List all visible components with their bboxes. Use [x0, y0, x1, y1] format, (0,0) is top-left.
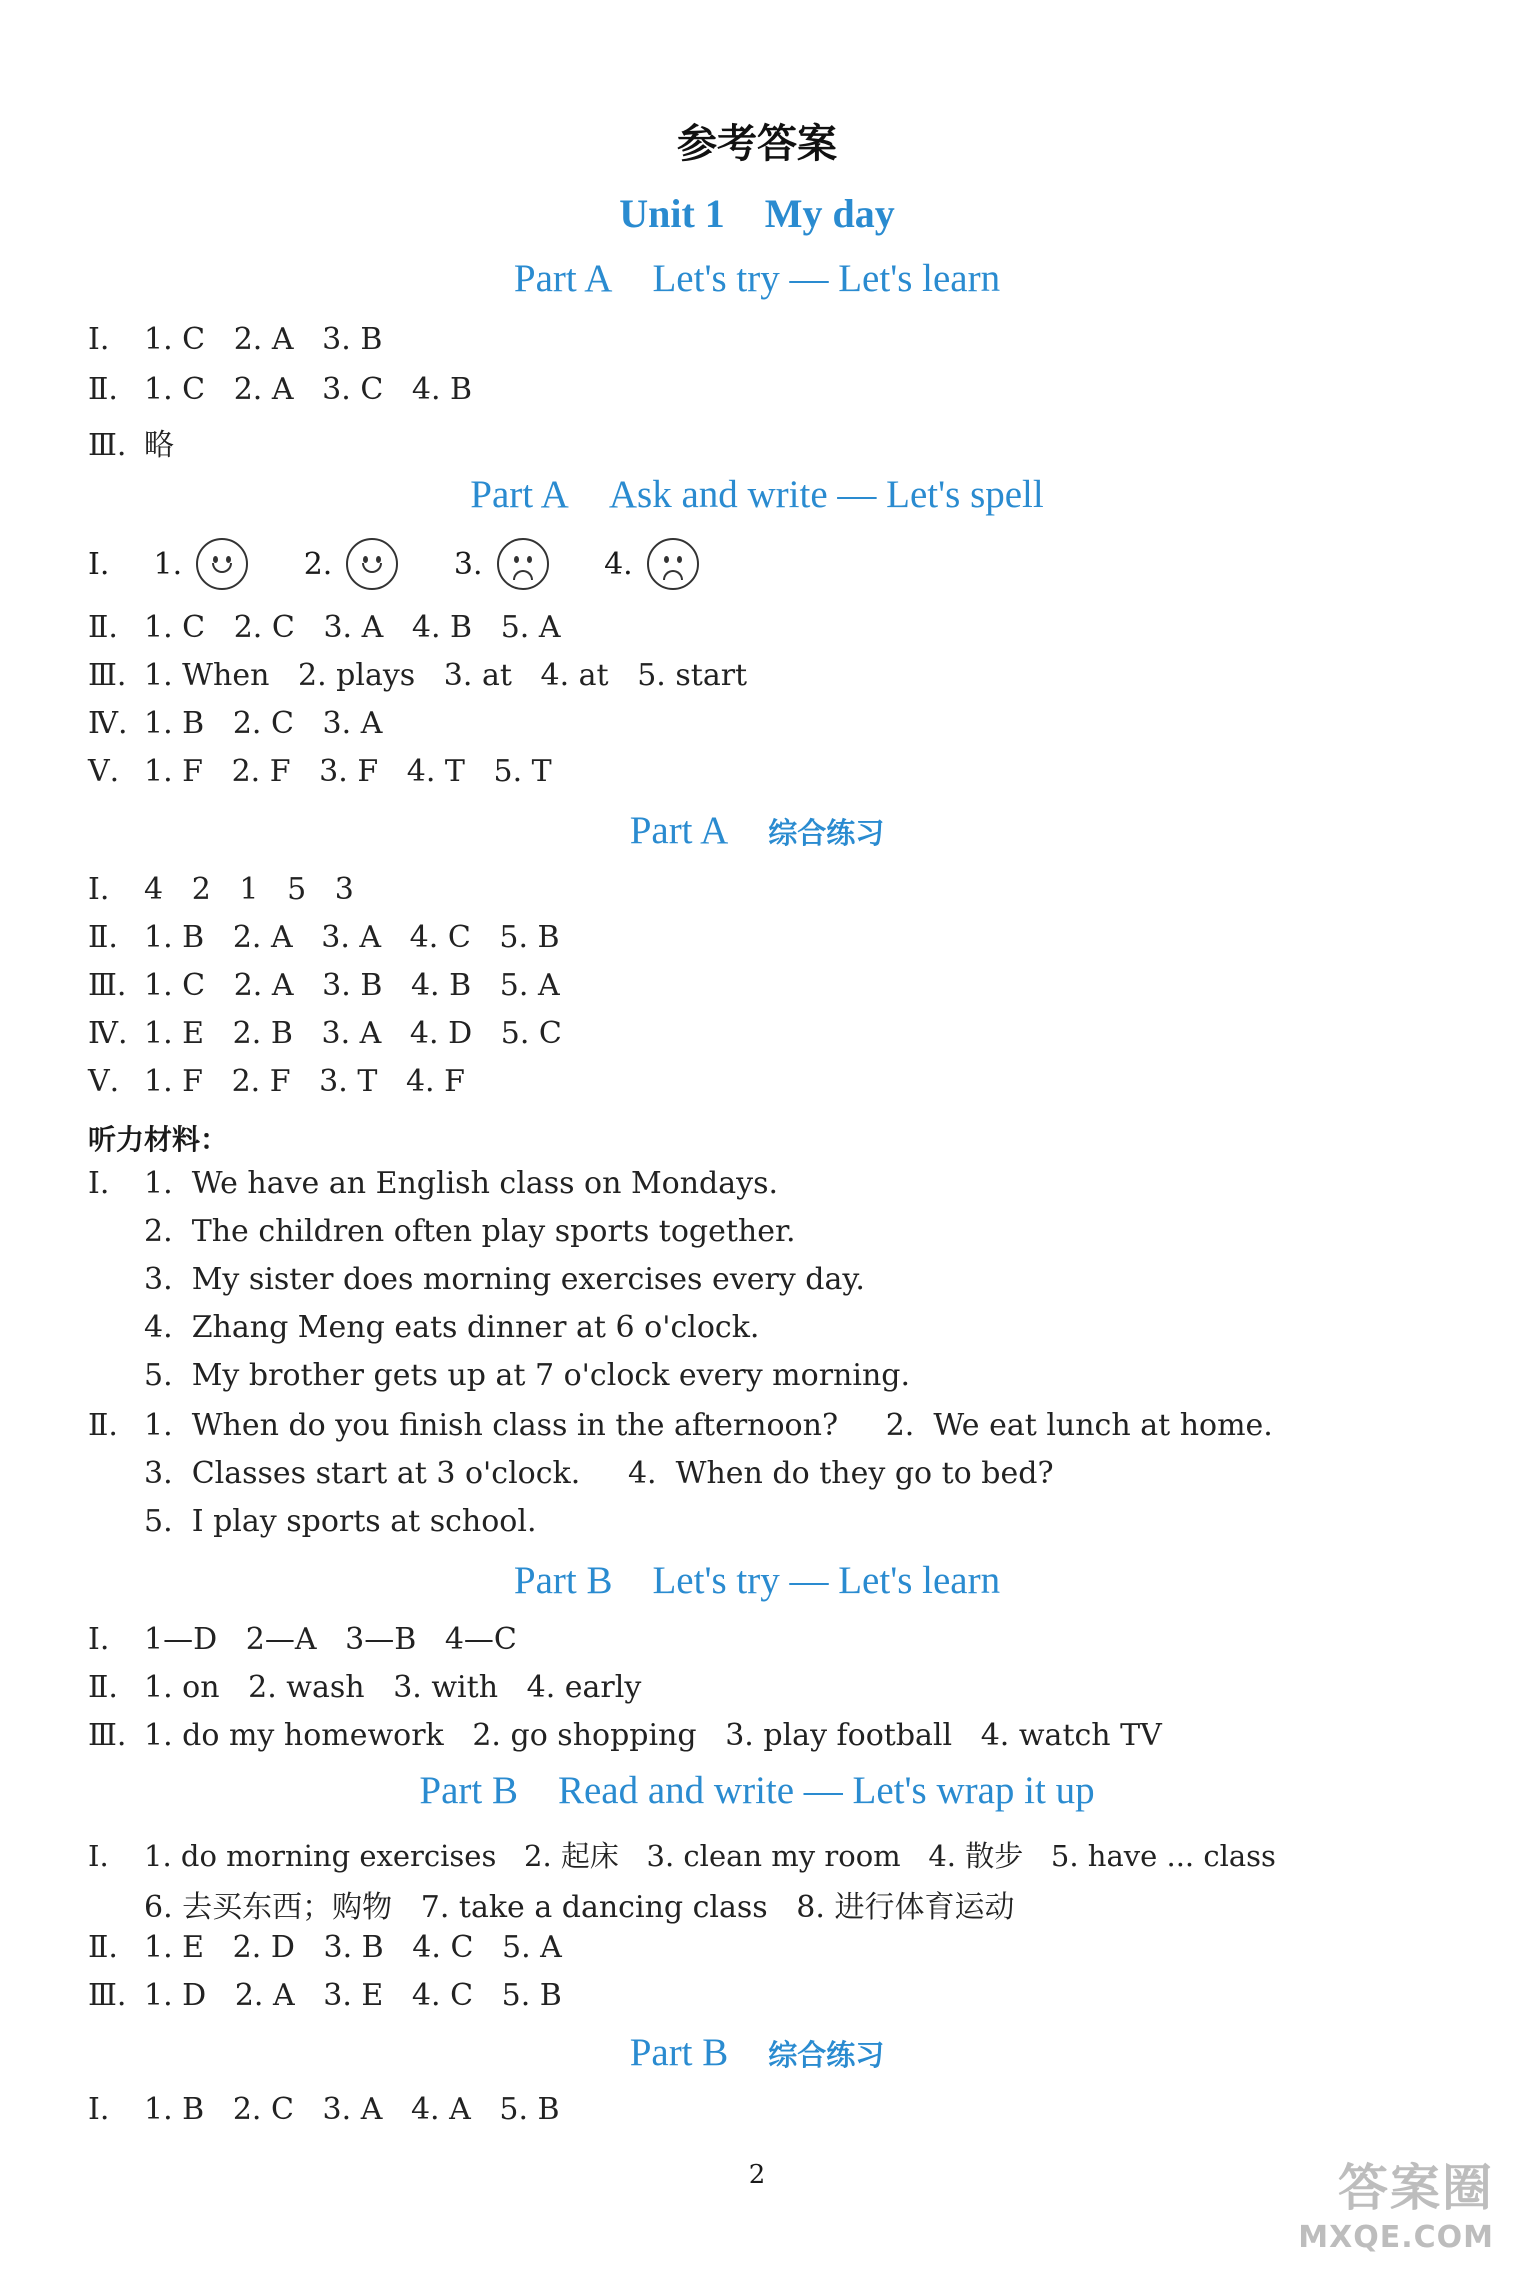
- happy-face-icon: [196, 538, 248, 590]
- face-label: 2.: [303, 546, 333, 582]
- question-number: Ⅰ.: [88, 1622, 110, 1657]
- question-number: Ⅴ.: [88, 1064, 120, 1099]
- question-number: Ⅰ.: [88, 872, 110, 907]
- answer-text: 1. do morning exercises 2. 起床 3. clean my room 4. 散步 5. have ... class: [144, 1839, 1276, 1873]
- answer-text: 1. C 2. A 3. B 4. B 5. A: [144, 968, 560, 1003]
- section-part: Part A: [470, 473, 569, 516]
- answer-line: [88, 1930, 562, 1965]
- page-number: 2: [748, 2160, 766, 2190]
- answer-line: [88, 658, 747, 693]
- answer-text: 4 2 1 5 3: [144, 872, 354, 907]
- answer-line: [88, 322, 382, 357]
- listening-heading: 听力材料：: [88, 1123, 229, 1156]
- question-number: Ⅱ.: [88, 610, 118, 645]
- unit-label: Unit 1: [619, 191, 725, 236]
- answer-line: [88, 420, 174, 464]
- section-name: 综合练习: [768, 2038, 885, 2072]
- face-label: 4.: [604, 546, 633, 582]
- answer-text: 1. C 2. A 3. B: [144, 322, 383, 357]
- listening-line: [88, 1166, 778, 1201]
- section-name: Read and write — Let's wrap it up: [557, 1769, 1095, 1812]
- listening-text: 3. My sister does morning exercises every day.: [144, 1262, 865, 1297]
- question-number: Ⅲ.: [88, 658, 127, 693]
- question-number: Ⅱ.: [88, 1408, 118, 1443]
- unit-title: [0, 190, 1514, 237]
- listening-line: [88, 1262, 865, 1297]
- question-number: Ⅰ.: [88, 1166, 110, 1201]
- section-heading-part-a-ask-spell: [0, 472, 1514, 517]
- answer-text: 1. do my homework 2. go shopping 3. play football 4. watch TV: [144, 1718, 1162, 1753]
- section-heading-part-b-practice: [0, 2030, 1514, 2075]
- question-number: Ⅰ.: [88, 1839, 109, 1873]
- section-name: Let's try — Let's learn: [652, 1559, 1001, 1602]
- answer-line: [88, 1622, 517, 1657]
- section-part: Part B: [629, 2031, 729, 2074]
- listening-line: [88, 1456, 1054, 1491]
- question-number: Ⅲ.: [88, 428, 127, 463]
- listening-line: [88, 1214, 796, 1249]
- listening-text: 1. When do you finish class in the afternoon? 2. We eat lunch at home.: [144, 1408, 1273, 1443]
- section-name: Ask and write — Let's spell: [608, 473, 1044, 516]
- question-number: Ⅰ.: [88, 2092, 110, 2127]
- section-name: Let's try — Let's learn: [652, 257, 1001, 300]
- answer-text: 6. 去买东西；购物 7. take a dancing class 8. 进行体育运动: [144, 1890, 1015, 1925]
- answer-line: [88, 2092, 560, 2127]
- face-answer-item: [454, 538, 549, 590]
- question-number: Ⅲ.: [88, 1978, 127, 2013]
- answer-text: 1. E 2. B 3. A 4. D 5. C: [144, 1016, 562, 1051]
- answer-line: [88, 1882, 1014, 1926]
- listening-text: 1. We have an English class on Mondays.: [144, 1166, 779, 1201]
- watermark-logo: [1298, 2148, 1494, 2255]
- answer-line: [88, 1978, 562, 2013]
- listening-text: 5. My brother gets up at 7 o'clock every morning.: [144, 1358, 911, 1393]
- answer-line: [88, 872, 354, 907]
- question-number: Ⅴ.: [88, 754, 120, 789]
- answer-line: [88, 1718, 1162, 1753]
- question-number: Ⅱ.: [88, 372, 118, 407]
- listening-line: [88, 1310, 759, 1345]
- question-number: Ⅱ.: [88, 920, 118, 955]
- answer-text: 1—D 2—A 3—B 4—C: [144, 1622, 517, 1657]
- listening-text: 3. Classes start at 3 o'clock. 4. When do they go to bed?: [144, 1456, 1054, 1491]
- listening-line: [88, 1504, 537, 1539]
- answer-text: 1. F 2. F 3. T 4. F: [144, 1064, 465, 1099]
- sad-face-icon: [497, 538, 549, 590]
- question-number: Ⅱ.: [88, 1670, 118, 1705]
- question-number: Ⅳ.: [88, 706, 128, 741]
- answer-line: [88, 610, 561, 645]
- face-answer-item: [604, 538, 699, 590]
- question-number: Ⅲ.: [88, 968, 127, 1003]
- answer-text: 1. on 2. wash 3. with 4. early: [144, 1670, 642, 1705]
- section-heading-part-b-read-wrap: [0, 1768, 1514, 1813]
- face-answers: [88, 538, 745, 598]
- answer-line: [88, 968, 560, 1003]
- answer-text: 1. B 2. C 3. A 4. A 5. B: [144, 2092, 560, 2127]
- section-heading-part-b-try-learn: [0, 1558, 1514, 1603]
- question-number: Ⅱ.: [88, 1930, 118, 1965]
- answer-line: [88, 1670, 641, 1705]
- listening-text: 5. I play sports at school.: [144, 1504, 537, 1539]
- section-heading-part-a-practice: [0, 808, 1514, 853]
- unit-name: My day: [764, 191, 895, 236]
- listening-line: [88, 1408, 1273, 1443]
- question-number: Ⅲ.: [88, 1718, 127, 1753]
- listening-line: [88, 1358, 910, 1393]
- answer-text: 1. D 2. A 3. E 4. C 5. B: [144, 1978, 562, 2013]
- question-number: Ⅰ.: [88, 322, 110, 357]
- section-name: 综合练习: [768, 816, 885, 850]
- answer-text: 1. B 2. C 3. A: [144, 706, 383, 741]
- face-label: 3.: [453, 546, 483, 582]
- answer-line: [88, 1834, 1276, 1875]
- happy-face-icon: [346, 538, 398, 590]
- page-title: 参考答案: [677, 121, 837, 167]
- answer-line: [88, 372, 472, 407]
- section-part: Part B: [513, 1559, 613, 1602]
- section-part: Part A: [629, 809, 729, 852]
- answer-text: 1. E 2. D 3. B 4. C 5. A: [144, 1930, 562, 1965]
- section-part: Part B: [419, 1769, 518, 1812]
- question-number: Ⅳ.: [88, 1016, 128, 1051]
- watermark-url: MXQE.COM: [1298, 2220, 1494, 2255]
- face-answer-item: [304, 538, 399, 590]
- answer-text: 略: [144, 428, 174, 463]
- listening-text: 2. The children often play sports together.: [144, 1214, 796, 1249]
- answer-text: 1. B 2. A 3. A 4. C 5. B: [144, 920, 560, 955]
- face-label: 1.: [153, 546, 183, 582]
- answer-line: [88, 706, 382, 741]
- answer-line: [88, 754, 552, 789]
- question-number: Ⅰ.: [88, 546, 110, 582]
- section-heading-part-a-try-learn: [0, 256, 1514, 301]
- face-answer-item: [154, 538, 249, 590]
- answer-line: [88, 920, 560, 955]
- answer-text: 1. F 2. F 3. F 4. T 5. T: [144, 754, 552, 789]
- section-part: Part A: [513, 257, 613, 300]
- answer-text: 1. When 2. plays 3. at 4. at 5. start: [144, 658, 748, 693]
- answer-text: 1. C 2. C 3. A 4. B 5. A: [144, 610, 561, 645]
- answer-line: [88, 1016, 562, 1051]
- watermark-text: 答案圈: [1338, 2159, 1494, 2217]
- answer-text: 1. C 2. A 3. C 4. B: [144, 372, 473, 407]
- listening-text: 4. Zhang Meng eats dinner at 6 o'clock.: [144, 1310, 760, 1345]
- answer-line: [88, 1064, 465, 1099]
- sad-face-icon: [647, 538, 699, 590]
